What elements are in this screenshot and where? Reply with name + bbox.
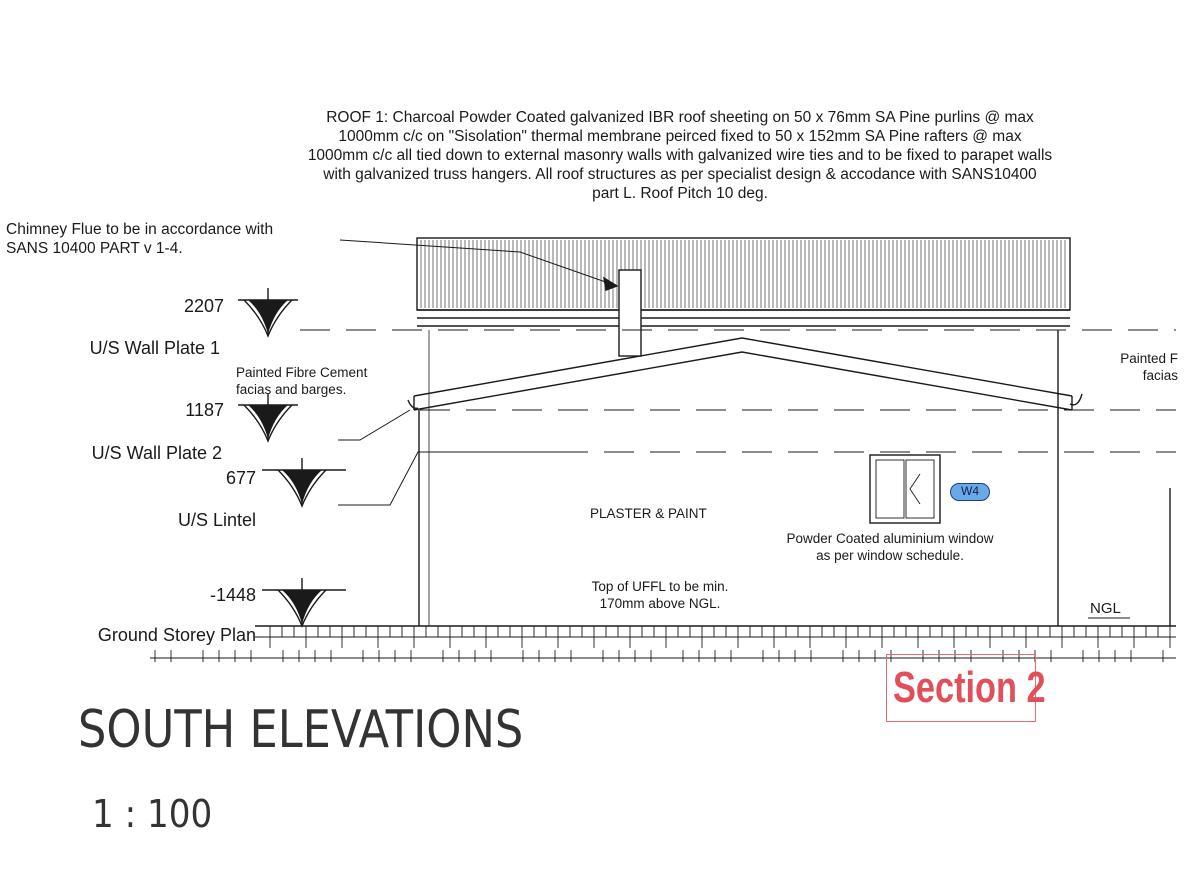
facias-note-line: Painted Fibre Cement: [236, 365, 368, 380]
facias-right-line: facias: [1142, 368, 1178, 383]
facias-right-line: Painted F: [1120, 351, 1178, 366]
gable-roof-lower: [414, 352, 1072, 410]
lintel-leader: [338, 452, 560, 505]
chimney-flue: [619, 270, 641, 356]
roof-note-line: with galvanized truss hangers. All roof structures as per specialist design & accodance with SANS10400: [323, 166, 1037, 183]
level-marker-minus1448: [262, 578, 346, 626]
gable-roof-upper: [414, 338, 1072, 396]
window-frame: [870, 455, 940, 523]
window-tag-w4: W4: [950, 483, 990, 501]
roof-note-line: part L. Roof Pitch 10 deg.: [592, 185, 768, 202]
facias-note: [236, 364, 367, 398]
roof-note-line: 1000mm c/c on "Sisolation" thermal membrane peirced fixed to 50 x 152mm SA Pine rafters @ max: [338, 128, 1022, 145]
plaster-note: PLASTER & PAINT: [590, 506, 707, 521]
facias-leader: [338, 410, 410, 440]
chimney-note-line: SANS 10400 PART v 1-4.: [6, 240, 183, 257]
level-name: U/S Wall Plate 1: [89, 338, 220, 358]
level-name: Ground Storey Plan: [97, 625, 256, 645]
uffl-note-line: 170mm above NGL.: [599, 596, 721, 611]
uffl-note-line: Top of UFFL to be min.: [591, 579, 729, 594]
ngl-label: NGL: [1090, 600, 1121, 617]
level-value: -1448: [209, 585, 256, 605]
level-marker-2207: [238, 288, 298, 336]
window-note-line: as per window schedule.: [816, 548, 964, 563]
level-value: 1187: [185, 400, 224, 420]
level-name: U/S Lintel: [177, 510, 256, 530]
facias-note-line: facias and barges.: [236, 382, 347, 397]
level-marker-1187: [238, 393, 298, 441]
drawing-title: SOUTH ELEVATIONS: [78, 700, 524, 760]
level-value: 677: [225, 468, 256, 488]
chimney-leader: [340, 240, 617, 286]
roof-note-line: 1000mm c/c all tied down to external masonry walls with galvanized wire ties and to be fixed to parapet walls: [307, 147, 1053, 164]
chimney-note: [6, 220, 273, 258]
roof-corrugation-lines: [421, 240, 1065, 308]
section-stamp-label: Section 2: [893, 663, 1046, 712]
level-marker-677: [262, 458, 346, 506]
drawing-scale: 1 : 100: [92, 792, 213, 836]
roof-note-line: ROOF 1: Charcoal Powder Coated galvanized IBR roof sheeting on 50 x 76mm SA Pine purlins @ max: [326, 109, 1034, 126]
window-note: [760, 530, 1020, 564]
chimney-note-line: Chimney Flue to be in accordance with: [6, 221, 274, 238]
facias-note-right: [1108, 350, 1178, 384]
level-name: U/S Wall Plate 2: [91, 443, 222, 463]
window-note-line: Powder Coated aluminium window: [786, 531, 994, 546]
level-value: 2207: [183, 296, 224, 316]
roof-sheeting: [417, 238, 1070, 310]
roof-specification-note: [200, 108, 1160, 203]
section-stamp: [886, 654, 1046, 722]
uffl-note: [560, 578, 760, 612]
